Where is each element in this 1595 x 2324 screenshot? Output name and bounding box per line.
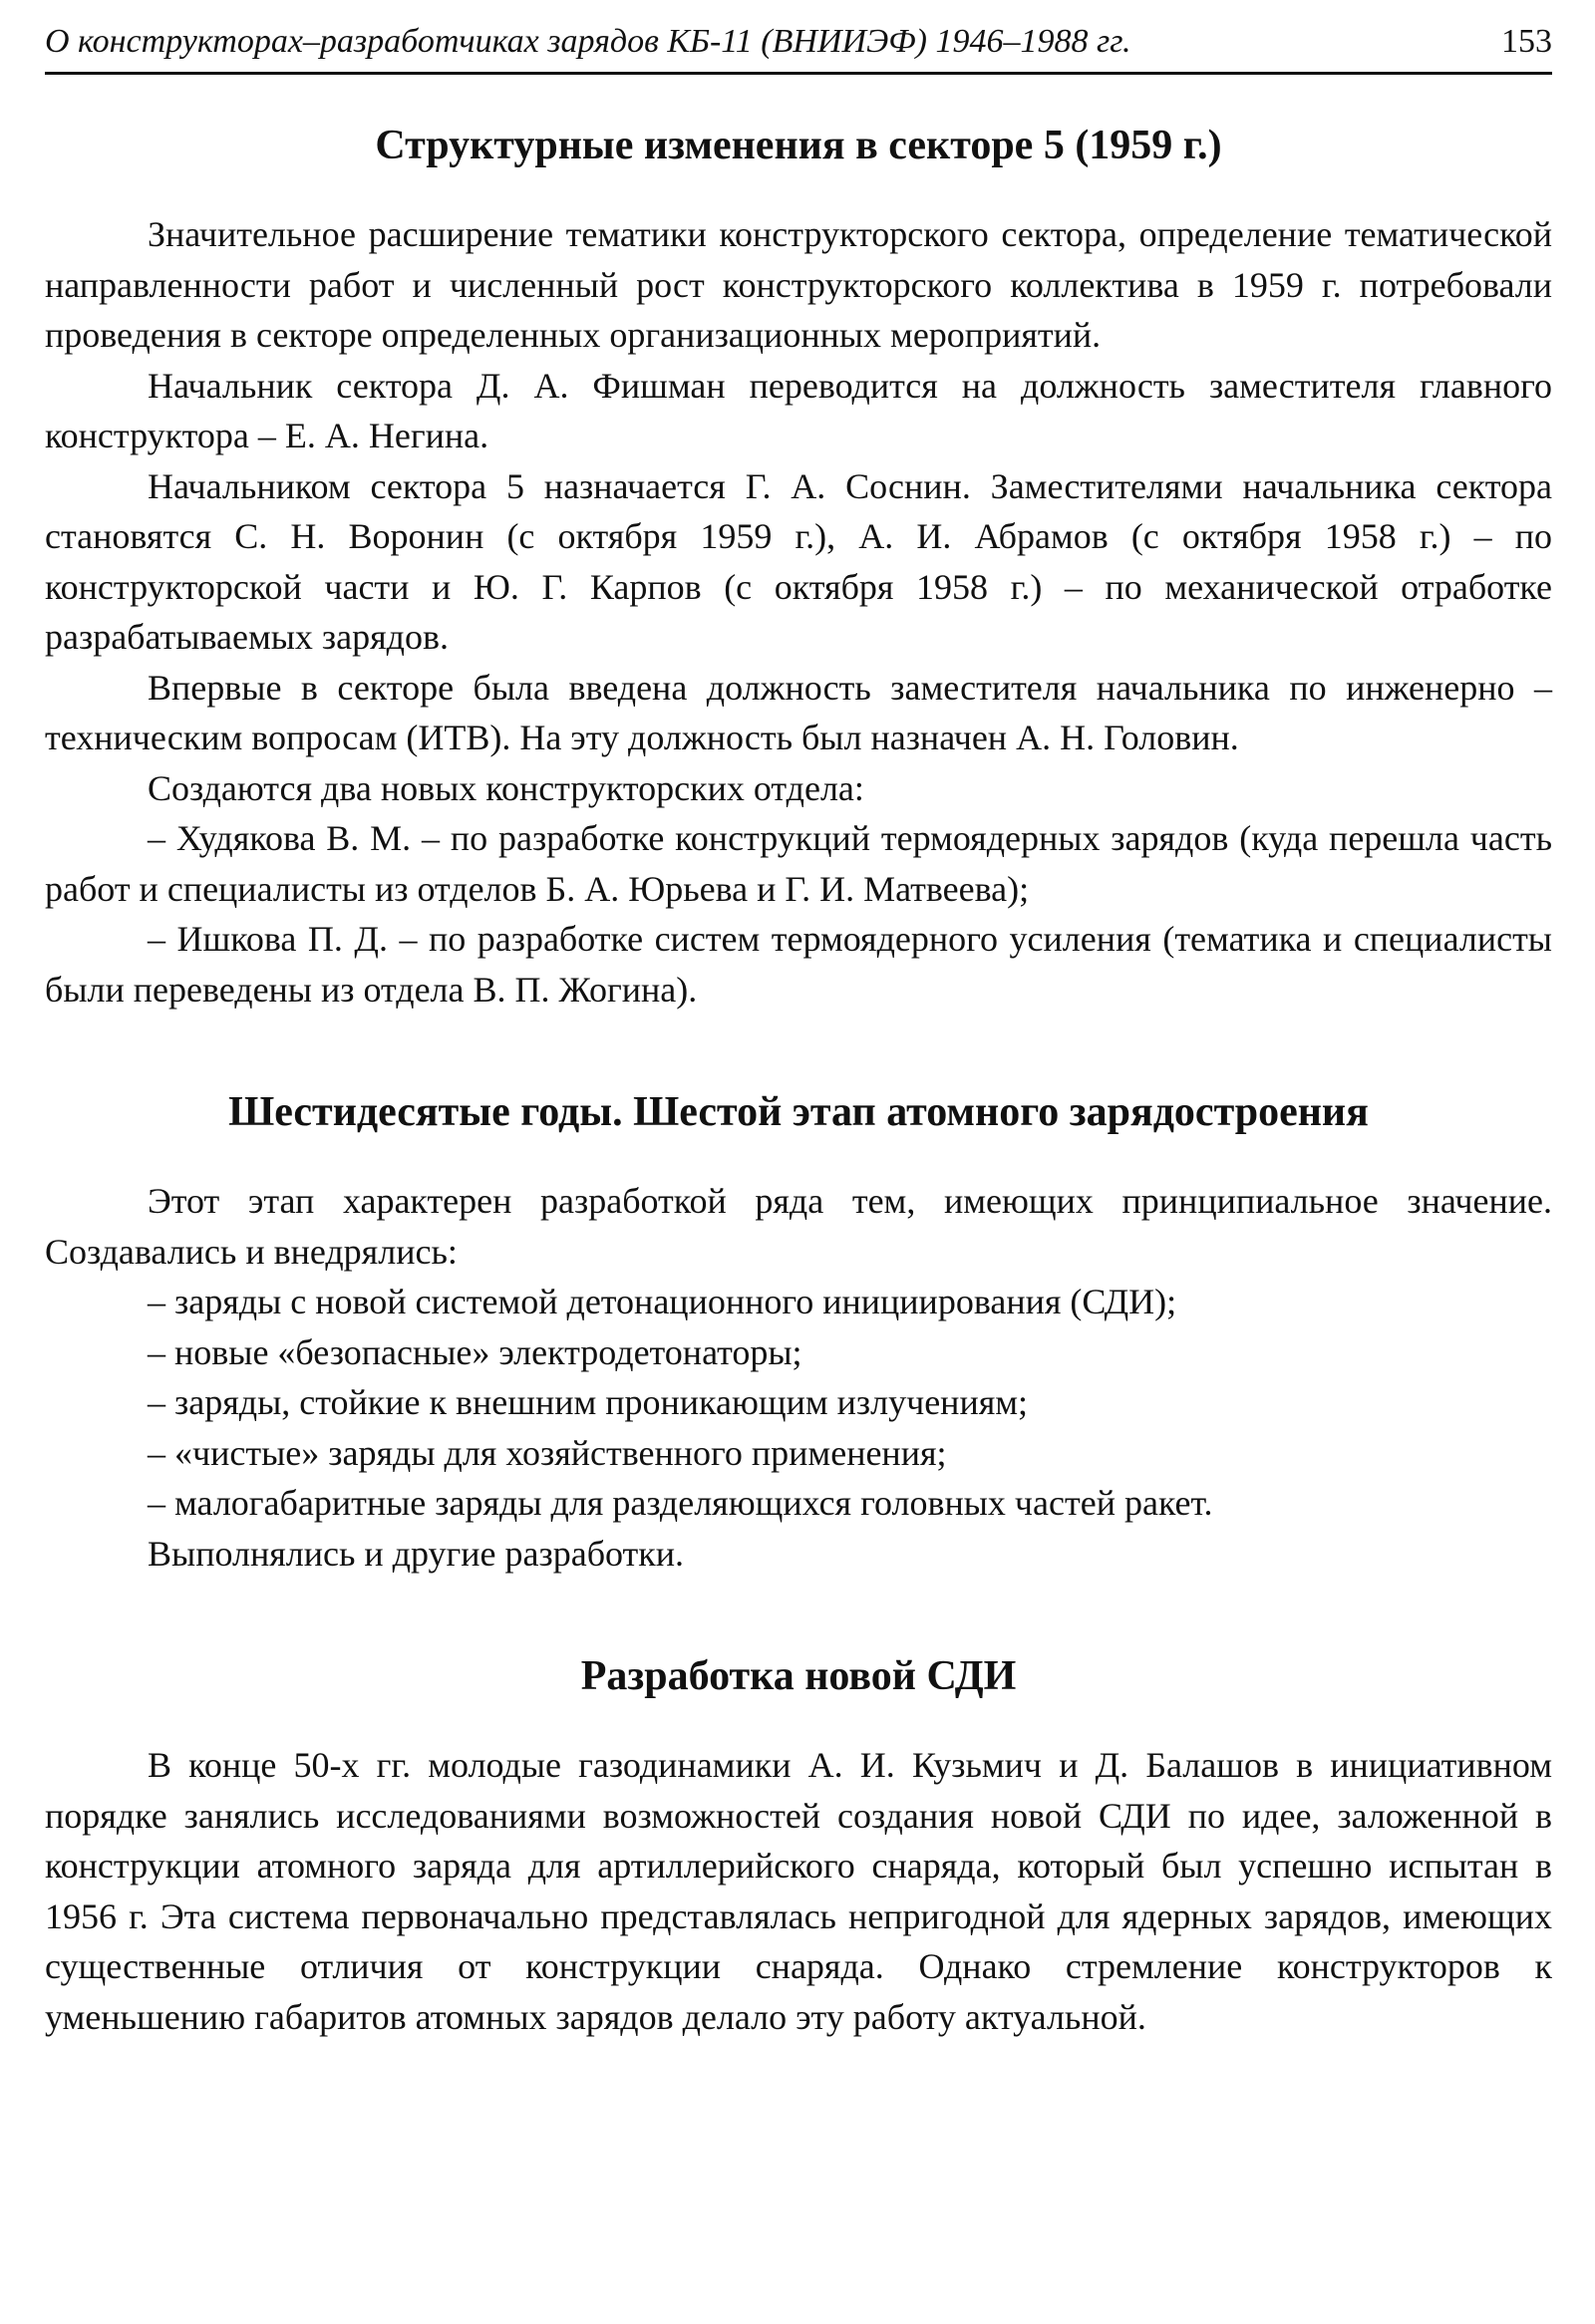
paragraph: Этот этап характерен разработкой ряда тем, имеющих принципиальное значение. Создавались и внедрялись: (45, 1181, 1552, 1272)
paragraph: Впервые в секторе была введена должность заместителя начальника по инженерно – техническим вопросам (ИТВ). На эту должность был назначен А. Н. Головин. (45, 667, 1552, 757)
paragraph: Начальник сектора Д. А. Фишман переводится на должность заместителя главного конструктора – Е. А. Негина. (45, 365, 1552, 455)
running-title: О конструкторах–разработчиках зарядов КБ-11 (ВНИИЭФ) 1946–1988 гг. (45, 23, 1131, 60)
section-heading-sixties: Шестидесятые годы. Шестой этап атомного зарядостроения (228, 1089, 1369, 1135)
paragraph: Создаются два новых конструкторских отдела: (148, 767, 864, 808)
list-item: – Худякова В. М. – по разработке конструкций термоядерных зарядов (куда перешла часть работ и специалисты из отделов Б. А. Юрьева и Г. И. Матвеева); (45, 818, 1552, 909)
list-item: – Ишкова П. Д. – по разработке систем термоядерного усиления (тематика и специалисты были переведены из отдела В. П. Жогина). (45, 919, 1552, 1010)
section-body-new-sdi (45, 1740, 1552, 2042)
list-item: – новые «безопасные» электродетонаторы; (148, 1331, 802, 1372)
page-number: 153 (1501, 23, 1552, 60)
section-heading-structural-changes: Структурные изменения в секторе 5 (1959 г.) (375, 123, 1222, 168)
paragraph: Начальником сектора 5 назначается Г. А. Соснин. Заместителями начальника сектора становятся С. Н. Воронин (с октября 1959 г.), А. И. Абрамов (с октября 1958 г.) – по конструкторской части и Ю. Г. Карпов (с октября 1958 г.) – по механической отработке разрабатываемых зарядов. (45, 465, 1552, 657)
list-item: – малогабаритные заряды для разделяющихся головных частей ракет. (148, 1483, 1213, 1523)
document-page (45, 20, 1552, 2042)
section-body-sixties (45, 1176, 1552, 1579)
section-heading-new-sdi: Разработка новой СДИ (580, 1653, 1017, 1699)
list-item: – заряды с новой системой детонационного инициирования (СДИ); (148, 1282, 1177, 1321)
paragraph: В конце 50-х гг. молодые газодинамики А. И. Кузьмич и Д. Балашов в инициативном порядке занялись исследованиями возможностей создания новой СДИ по идее, заложенной в конструкции атомного заряда для артиллерийского снаряда, который был успешно испытан в 1956 г. Эта система первоначально представлялась непригодной для ядерных зарядов, имеющих существенные отличия от конструкции снаряда. Однако стремление конструкторов к уменьшению габаритов атомных зарядов делало эту работу актуальной. (45, 1745, 1552, 2037)
running-header (45, 20, 1552, 75)
list-item: – заряды, стойкие к внешним проникающим излучениям; (148, 1382, 1029, 1422)
section-body-structural-changes (45, 209, 1552, 1015)
paragraph: Выполнялись и другие разработки. (148, 1533, 685, 1574)
list-item: – «чистые» заряды для хозяйственного применения; (148, 1432, 947, 1473)
paragraph: Значительное расширение тематики конструкторского сектора, определение тематической направленности работ и численный рост конструкторского коллектива в 1959 г. потребовали проведения в секторе определенных организационных мероприятий. (45, 214, 1552, 355)
